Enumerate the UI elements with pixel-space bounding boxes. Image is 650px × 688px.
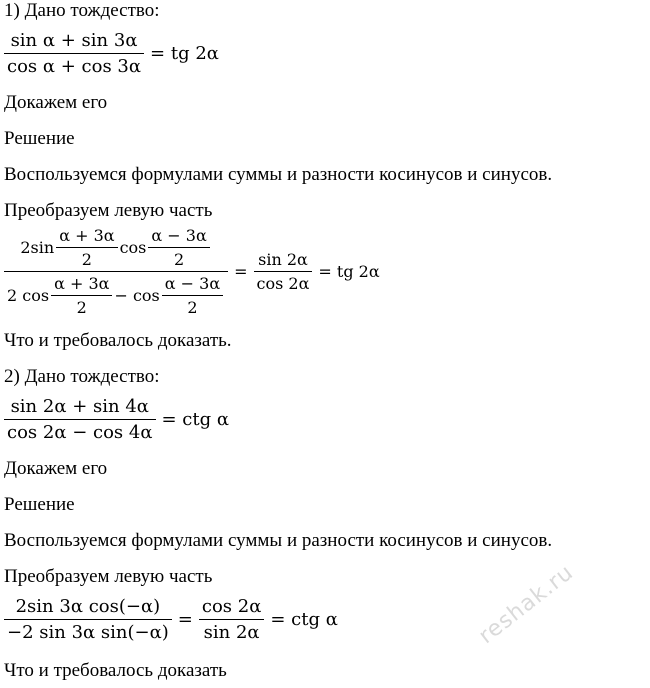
- a2-den: 2: [173, 250, 185, 269]
- part2-derivation: [4, 596, 344, 643]
- t1-cos: cos: [119, 238, 147, 257]
- part2-heading: 2) Дано тождество:: [4, 366, 160, 387]
- part2-solution: Решение: [4, 494, 75, 515]
- watermark: reshak.ru: [474, 559, 579, 650]
- b1-num: α + 3α: [51, 274, 112, 296]
- r-num: sin 2α: [254, 250, 313, 272]
- part1-heading: 1) Дано тождество:: [4, 0, 160, 21]
- part1-transform: Преобразуем левую часть: [4, 200, 213, 221]
- part1-given-identity: [4, 30, 225, 77]
- part1-prove: Докажем его: [4, 92, 108, 113]
- a1-den: 2: [81, 250, 92, 269]
- part2-given-identity: [4, 396, 235, 443]
- b1-den: 2: [76, 298, 87, 317]
- part1-method: Воспользуемся формулами суммы и разности косинусов и синусов.: [4, 164, 553, 185]
- given2-numerator: sin 2α + sin 4α: [4, 396, 156, 420]
- p2-eq2: = ctg α: [270, 609, 338, 630]
- part1-derivation: [4, 226, 386, 317]
- a1-num: α + 3α: [56, 226, 117, 248]
- part2-method: Воспользуемся формулами суммы и разности косинусов и синусов.: [4, 530, 553, 551]
- p2-r-num: cos 2α: [199, 596, 264, 620]
- r-den: cos 2α: [256, 274, 310, 293]
- given2-denominator: cos 2α − cos 4α: [7, 422, 153, 443]
- part2-done: Что и требовалось доказать: [4, 660, 227, 681]
- b2-den: 2: [187, 298, 198, 317]
- given1-denominator: cos α + cos 3α: [7, 56, 142, 77]
- eq1: =: [234, 262, 248, 281]
- b-coef1: 2 cos: [7, 286, 50, 305]
- a2-num: α − 3α: [148, 226, 209, 248]
- b-minus: − cos: [114, 286, 160, 305]
- p2-eq1: =: [177, 609, 193, 630]
- t1-coef: 2sin: [20, 238, 55, 257]
- eq2: = tg 2α: [318, 262, 380, 281]
- given1-rhs: = tg 2α: [150, 43, 219, 64]
- part2-prove: Докажем его: [4, 458, 108, 479]
- p2-num: 2sin 3α cos(−α): [4, 596, 172, 620]
- p2-den: −2 sin 3α sin(−α): [7, 622, 169, 643]
- given1-numerator: sin α + sin 3α: [4, 30, 144, 54]
- part2-transform: Преобразуем левую часть: [4, 566, 213, 587]
- b2-num: α − 3α: [162, 274, 223, 296]
- given2-rhs: = ctg α: [161, 409, 230, 430]
- part1-done: Что и требовалось доказать.: [4, 330, 232, 351]
- p2-r-den: sin 2α: [203, 622, 260, 643]
- part1-solution: Решение: [4, 128, 75, 149]
